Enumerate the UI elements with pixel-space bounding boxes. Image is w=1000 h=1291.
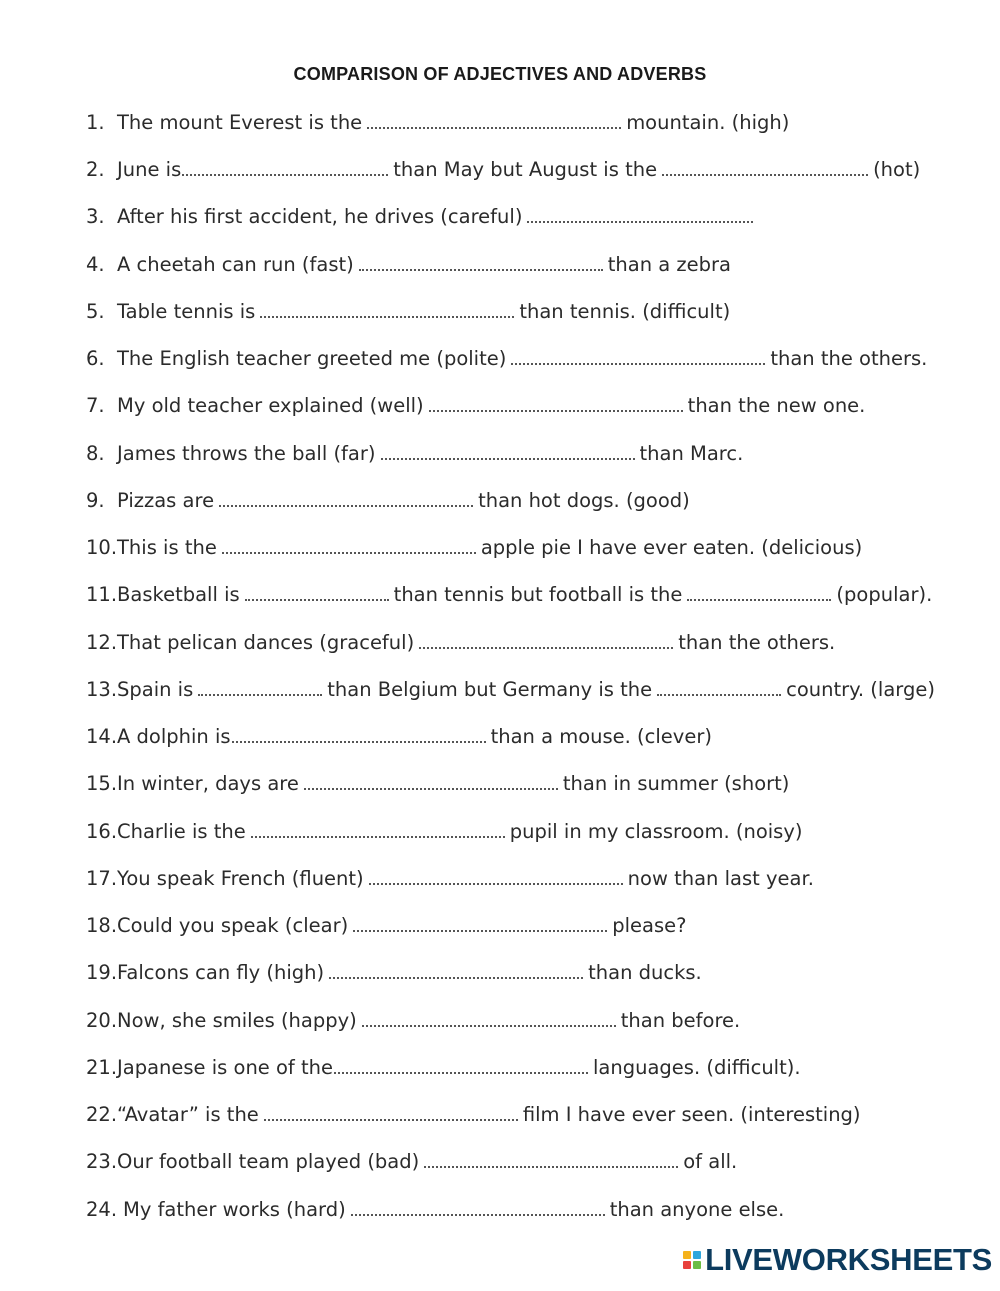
item-text: than anyone else. <box>609 1198 785 1221</box>
item-number: 17. <box>86 867 118 890</box>
item-number: 14. <box>86 725 118 748</box>
item-text: than the others. <box>678 631 836 654</box>
answer-blank[interactable] <box>367 117 621 129</box>
item-text: My father works (hard) <box>123 1198 346 1221</box>
exercise-item <box>86 439 743 469</box>
answer-blank[interactable] <box>334 1062 588 1074</box>
item-text: than Marc. <box>639 442 744 465</box>
item-text: June is <box>117 158 182 181</box>
exercise-item <box>86 769 789 799</box>
answer-blank[interactable] <box>424 1156 678 1168</box>
item-number: 24. <box>86 1198 118 1221</box>
item-text: than a mouse. (clever) <box>490 725 712 748</box>
answer-blank[interactable] <box>362 1015 616 1027</box>
item-text: than in summer (short) <box>562 772 790 795</box>
exercise-item <box>86 250 731 280</box>
item-text: Our football team played (bad) <box>117 1150 420 1173</box>
item-text: languages. (difficult). <box>593 1056 801 1079</box>
item-number: 5. <box>86 300 105 323</box>
item-number: 19. <box>86 961 118 984</box>
item-text: That pelican dances (graceful) <box>117 631 415 654</box>
item-text: than the new one. <box>687 394 866 417</box>
logo-square <box>683 1251 691 1259</box>
item-text: apple pie I have ever eaten. (delicious) <box>480 536 863 559</box>
item-text: The mount Everest is the <box>117 111 363 134</box>
item-text: Now, she smiles (happy) <box>117 1009 357 1032</box>
item-text: Could you speak (clear) <box>117 914 349 937</box>
item-number: 4. <box>86 253 105 276</box>
item-number: 13. <box>86 678 118 701</box>
item-text: This is the <box>117 536 217 559</box>
item-text: Table tennis is <box>117 300 256 323</box>
logo-square <box>693 1251 701 1259</box>
liveworksheets-logo <box>683 1243 992 1277</box>
exercise-item <box>86 1100 861 1130</box>
item-text: country. (large) <box>786 678 935 701</box>
exercise-item <box>86 297 730 327</box>
item-number: 20. <box>86 1009 118 1032</box>
item-text: In winter, days are <box>117 772 299 795</box>
exercise-item <box>86 533 862 563</box>
item-number: 8. <box>86 442 105 465</box>
exercise-item <box>86 911 686 941</box>
answer-blank[interactable] <box>245 589 389 601</box>
exercise-item <box>86 628 835 658</box>
item-text: than May but August is the <box>393 158 658 181</box>
item-text: A cheetah can run (fast) <box>117 253 354 276</box>
item-text: than ducks. <box>588 961 702 984</box>
item-text: than before. <box>620 1009 741 1032</box>
answer-blank[interactable] <box>260 306 514 318</box>
exercise-item <box>86 864 814 894</box>
answer-blank[interactable] <box>232 731 486 743</box>
worksheet-title: COMPARISON OF ADJECTIVES AND ADVERBS <box>293 64 707 84</box>
exercise-item <box>86 486 690 516</box>
answer-blank[interactable] <box>222 542 476 554</box>
item-text: than the others. <box>770 347 928 370</box>
item-text: than hot dogs. (good) <box>478 489 690 512</box>
item-number: 11. <box>86 583 118 606</box>
answer-blank[interactable] <box>198 684 322 696</box>
answer-blank[interactable] <box>304 778 558 790</box>
exercise-item <box>86 722 712 752</box>
item-text: pupil in my classroom. (noisy) <box>509 820 803 843</box>
item-text: Spain is <box>117 678 194 701</box>
item-number: 16. <box>86 820 118 843</box>
item-text: (hot) <box>873 158 921 181</box>
exercise-item <box>86 817 802 847</box>
exercise-item <box>86 1195 784 1225</box>
item-text: than a zebra <box>607 253 732 276</box>
answer-blank[interactable] <box>429 400 683 412</box>
item-text: mountain. (high) <box>626 111 790 134</box>
logo-mark-icon <box>683 1251 701 1269</box>
item-text: A dolphin is <box>117 725 231 748</box>
answer-blank[interactable] <box>264 1109 518 1121</box>
item-number: 1. <box>86 111 105 134</box>
item-text: James throws the ball (far) <box>117 442 376 465</box>
item-text: Charlie is the <box>117 820 246 843</box>
item-number: 18. <box>86 914 118 937</box>
logo-square <box>683 1261 691 1269</box>
item-number: 2. <box>86 158 105 181</box>
exercise-item <box>86 155 920 185</box>
answer-blank[interactable] <box>419 637 673 649</box>
item-number: 21. <box>86 1056 118 1079</box>
exercise-item <box>86 958 702 988</box>
item-text: (popular). <box>836 583 933 606</box>
exercise-item <box>86 675 935 705</box>
exercise-item <box>86 344 927 374</box>
answer-blank[interactable] <box>369 873 623 885</box>
logo-square <box>693 1261 701 1269</box>
exercise-item <box>86 1147 737 1177</box>
exercise-item <box>86 1053 801 1083</box>
answer-blank[interactable] <box>353 920 607 932</box>
item-text: You speak French (fluent) <box>117 867 364 890</box>
exercise-item <box>86 580 932 610</box>
answer-blank[interactable] <box>511 353 765 365</box>
item-number: 10. <box>86 536 118 559</box>
item-text: now than last year. <box>627 867 814 890</box>
exercise-item <box>86 391 865 421</box>
answer-blank[interactable] <box>329 967 583 979</box>
item-text: film I have ever seen. (interesting) <box>522 1103 861 1126</box>
answer-blank[interactable] <box>182 164 388 176</box>
item-number: 23. <box>86 1150 118 1173</box>
item-number: 15. <box>86 772 118 795</box>
answer-blank[interactable] <box>381 448 635 460</box>
exercise-item <box>86 202 758 232</box>
item-text: please? <box>612 914 687 937</box>
item-text: Pizzas are <box>117 489 215 512</box>
item-number: 3. <box>86 205 105 228</box>
item-text: My old teacher explained (well) <box>117 394 424 417</box>
item-number: 22. <box>86 1103 118 1126</box>
item-text: than tennis. (difficult) <box>519 300 731 323</box>
answer-blank[interactable] <box>251 826 505 838</box>
item-text: After his first accident, he drives (careful) <box>117 205 523 228</box>
item-text: “Avatar” is the <box>117 1103 259 1126</box>
item-text: of all. <box>683 1150 738 1173</box>
answer-blank[interactable] <box>687 589 831 601</box>
answer-blank[interactable] <box>359 259 603 271</box>
item-number: 12. <box>86 631 118 654</box>
answer-blank[interactable] <box>527 211 753 223</box>
exercise-item <box>86 108 789 138</box>
logo-text: LIVEWORKSHEETS <box>705 1242 992 1277</box>
item-number: 6. <box>86 347 105 370</box>
item-text: Falcons can fly (high) <box>117 961 325 984</box>
item-text: Basketball is <box>117 583 240 606</box>
item-number: 7. <box>86 394 105 417</box>
item-text: than tennis but football is the <box>393 583 683 606</box>
item-number: 9. <box>86 489 105 512</box>
exercise-item <box>86 1006 740 1036</box>
answer-blank[interactable] <box>351 1204 605 1216</box>
answer-blank[interactable] <box>219 495 473 507</box>
item-text: than Belgium but Germany is the <box>327 678 653 701</box>
item-text: The English teacher greeted me (polite) <box>117 347 507 370</box>
answer-blank[interactable] <box>657 684 781 696</box>
answer-blank[interactable] <box>662 164 868 176</box>
item-text: Japanese is one of the <box>117 1056 333 1079</box>
